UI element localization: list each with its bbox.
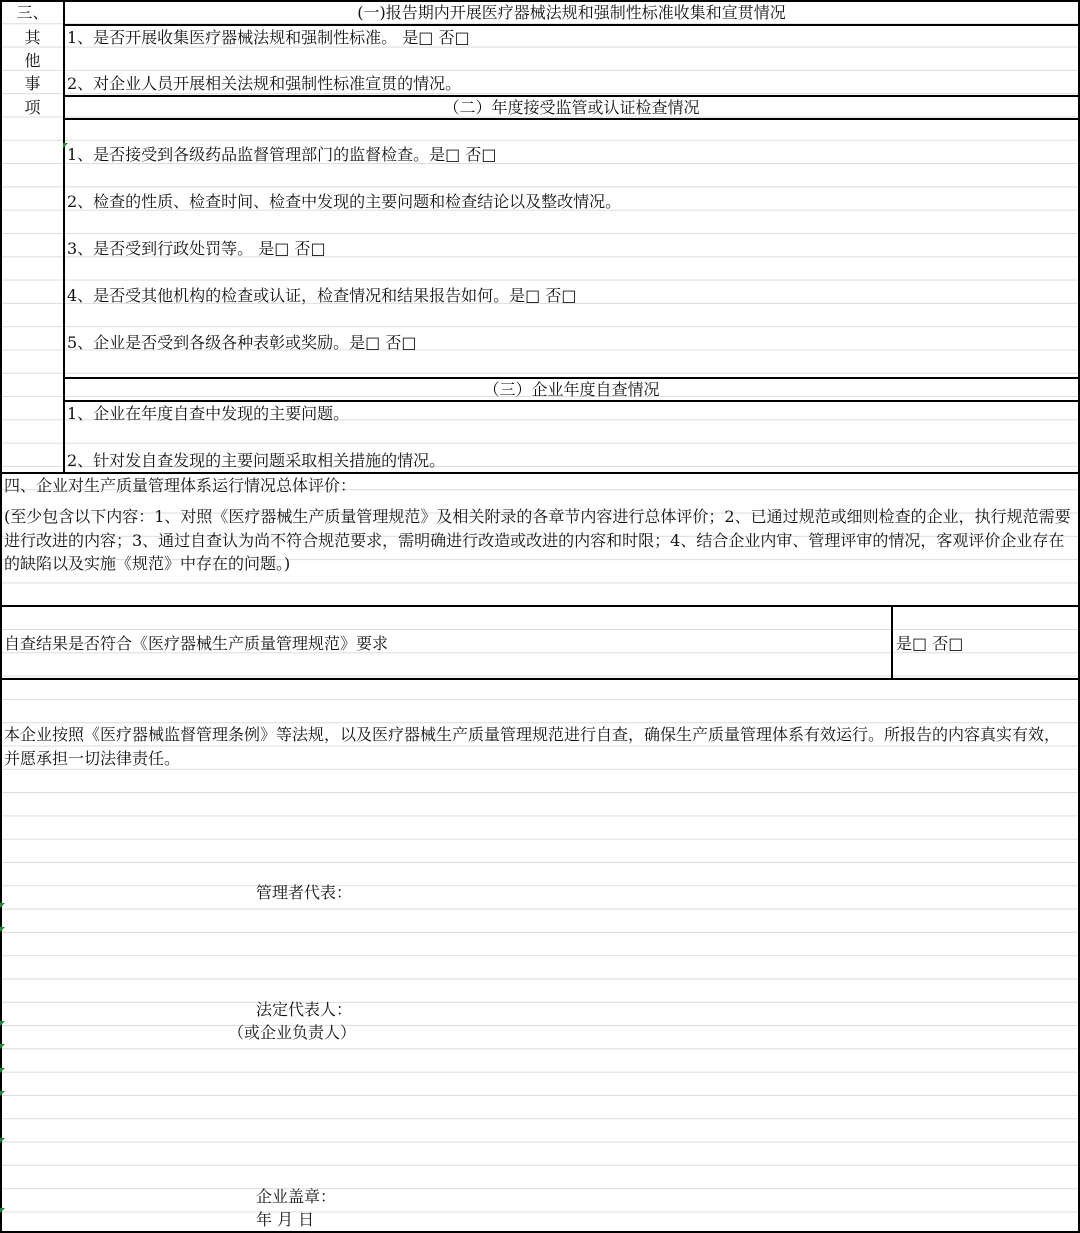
cell-mark: [0, 1091, 5, 1096]
legal-rep-alt: （或企业负责人）: [228, 1023, 357, 1042]
sub2-item: 4、是否受其他机构的检查或认证，检查情况和结果报告如何。是□ 否□: [67, 286, 577, 305]
result-top-divider: [0, 605, 1080, 607]
result-answer: 是□ 否□: [896, 634, 964, 653]
result-bottom-divider: [0, 678, 1080, 680]
result-question: 自查结果是否符合《医疗器械生产质量管理规范》要求: [4, 634, 389, 653]
side-label-char: 项: [24, 98, 41, 117]
side-label-char: 其: [24, 28, 41, 47]
cell-mark: [0, 1138, 5, 1143]
sub2-item: 3、是否受到行政处罚等。 是□ 否□: [67, 239, 326, 258]
sub2-item: 2、检查的性质、检查时间、检查中发现的主要问题和检查结论以及整改情况。: [67, 192, 622, 211]
sub2-item: 1、是否接受到各级药品监督管理部门的监督检查。是□ 否□: [67, 145, 497, 164]
sub3-title: （三）企业年度自查情况: [483, 380, 660, 399]
section-number: 三、: [16, 3, 49, 22]
cell-mark: [0, 1068, 5, 1073]
sub2-item: 5、企业是否受到各级各种表彰或奖励。是□ 否□: [67, 333, 417, 352]
sub2-title: （二）年度接受监管或认证检查情况: [443, 98, 700, 117]
sub1-item: 1、是否开展收集医疗器械法规和强制性标准。 是□ 否□: [67, 28, 470, 47]
cell-mark: [0, 927, 5, 932]
manager-label: 管理者代表：: [256, 883, 353, 902]
section4-top-divider: [0, 472, 1080, 474]
cell-mark: [0, 1021, 5, 1026]
legal-rep-label: 法定代表人：: [256, 1000, 353, 1019]
result-answer-divider: [891, 606, 893, 679]
cell-mark: [0, 1044, 5, 1049]
cell-mark: [0, 903, 5, 908]
sub3-item: 2、针对发自查发现的主要问题采取相关措施的情况。: [67, 451, 446, 470]
section4-note: (至少包含以下内容：1、对照《医疗器械生产质量管理规范》及相关附录的各章节内容进行总体评价；2、已通过规范或细则检查的企业，执行规范需要进行改进的内容；3、通过自查认为尚不符合规范要求，需明确进行改造或改进的内容和时限；4、结合企业内审、管理评审的情况，客观评价企业存在的缺陷以及实施《规范》中存在的问题。): [4, 507, 1071, 573]
cell-mark: [0, 1208, 5, 1213]
sub1-title-divider: [64, 24, 1080, 26]
side-label-char: 他: [24, 51, 41, 70]
side-label-char: 事: [24, 74, 41, 93]
declaration-text: 本企业按照《医疗器械监督管理条例》等法规，以及医疗器械生产质量管理规范进行自查，确保生产质量管理体系有效运行。所报告的内容真实有效，并愿承担一切法律责任。: [4, 725, 1061, 768]
sub3-item: 1、企业在年度自查中发现的主要问题。: [67, 404, 350, 423]
date-label: 年 月 日: [256, 1210, 315, 1229]
seal-label: 企业盖章：: [256, 1187, 337, 1206]
sub1-item: 2、对企业人员开展相关法规和强制性标准宣贯的情况。: [67, 74, 462, 93]
sub1-title: (一)报告期内开展医疗器械法规和强制性标准收集和宣贯情况: [357, 3, 786, 22]
section4-title: 四、企业对生产质量管理体系运行情况总体评价：: [4, 476, 357, 495]
